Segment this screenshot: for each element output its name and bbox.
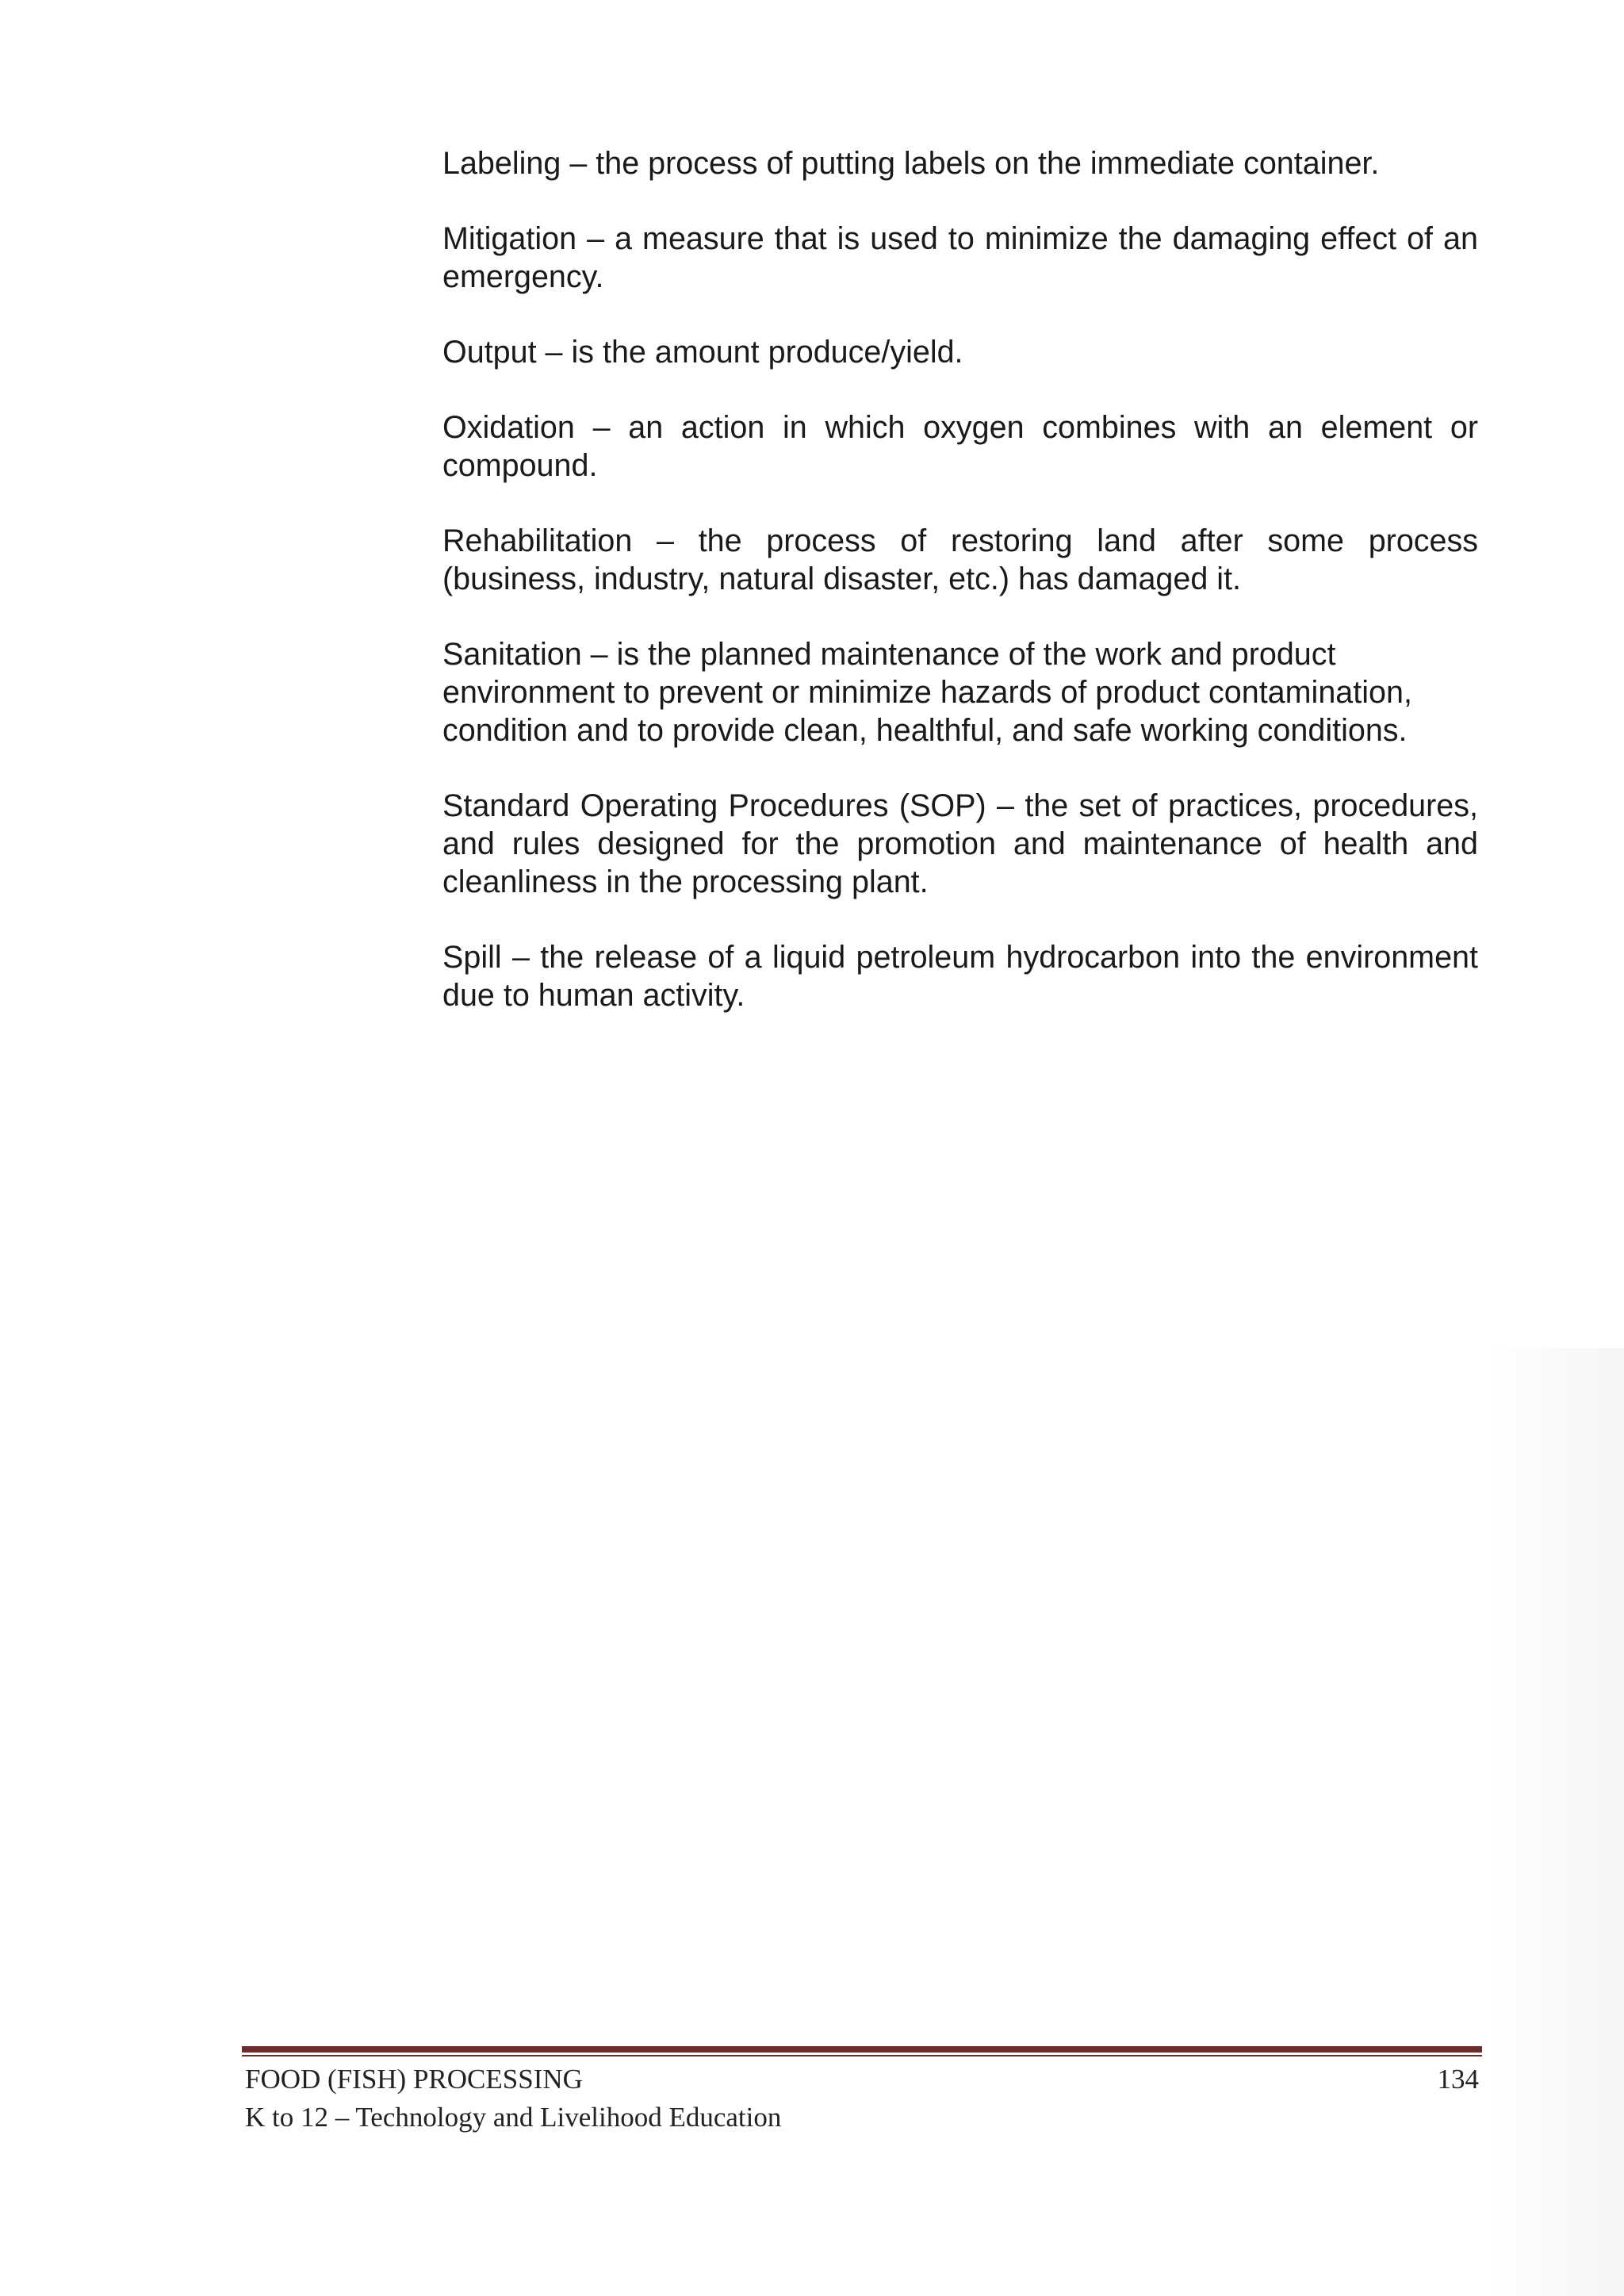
page-edge-shade [1489,1348,1624,2296]
glossary-entry-spill: Spill – the release of a liquid petroleum hydrocarbon into the environment due to human activity. [442,940,1478,1013]
footer-divider-thin [242,2055,1482,2056]
footer-subtitle: K to 12 – Technology and Livelihood Education [245,2102,782,2133]
glossary-entry-oxidation: Oxidation – an action in which oxygen combines with an element or compound. [442,410,1478,483]
footer-page-number: 134 [1437,2064,1479,2095]
glossary-entry-sop: Standard Operating Procedures (SOP) – the set of practices, procedures, and rules designed for the promotion and maintenance of health and cleanliness in the processing plant. [442,788,1478,899]
glossary-entry-sanitation-line1: Sanitation – is the planned maintenance of the work and product [442,637,1336,672]
glossary-entry-output: Output – is the amount produce/yield. [442,335,963,370]
glossary-entry-rehabilitation: Rehabilitation – the process of restoring land after some process (business, industry, natural disaster, etc.) has damaged it. [442,523,1478,596]
footer-row-bottom [245,2099,1479,2137]
glossary-list [442,144,1478,1052]
footer-course-title: FOOD (FISH) PROCESSING [245,2064,583,2095]
glossary-entry-labeling: Labeling – the process of putting labels on the immediate container. [442,146,1380,181]
glossary-entry-mitigation: Mitigation – a measure that is used to minimize the damaging effect of an emergency. [442,221,1478,294]
footer-row-top [245,2060,1479,2099]
glossary-entry-sanitation [442,635,1478,749]
glossary-entry-sanitation-rest: environment to prevent or minimize hazards of product contamination, condition and to provide clean, healthful, and safe working conditions. [442,675,1412,748]
page-footer [245,2060,1479,2137]
footer-divider [242,2046,1482,2056]
footer-divider-thick [242,2046,1482,2053]
